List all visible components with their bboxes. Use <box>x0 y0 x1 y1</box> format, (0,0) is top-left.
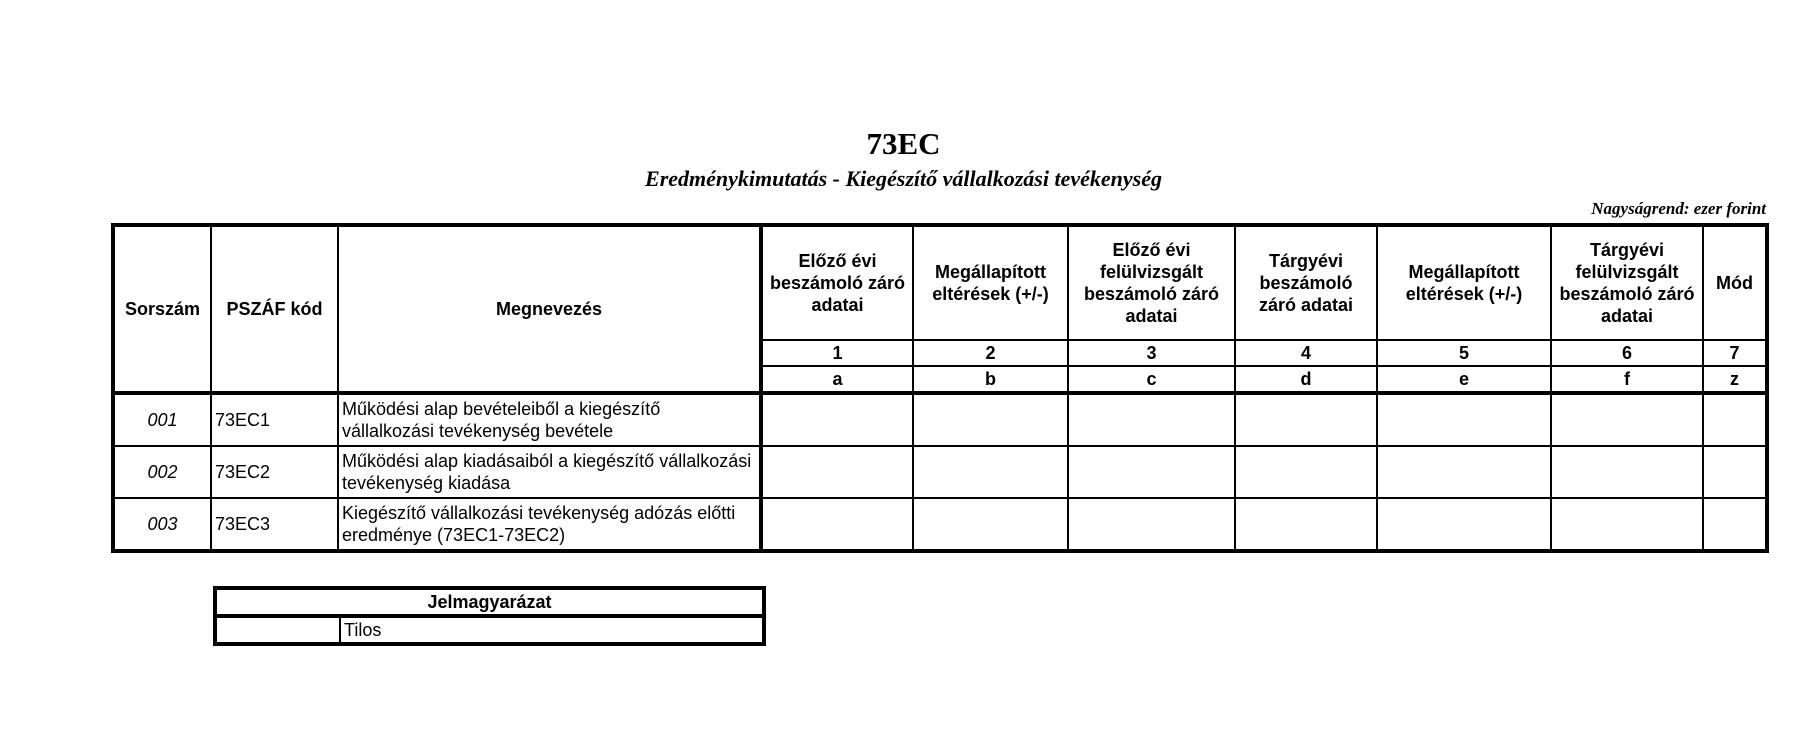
col-number: 3 <box>1068 340 1235 366</box>
legend-title: Jelmagyarázat <box>215 588 764 616</box>
col-letter: b <box>913 366 1068 393</box>
row-name: Működési alap kiadásaiból a kiegészítő vállalkozási tevékenység kiadása <box>338 446 761 498</box>
header-sorszam: Sorszám <box>113 225 211 393</box>
col-letter: c <box>1068 366 1235 393</box>
row-sorszam: 002 <box>113 446 211 498</box>
data-cell-a[interactable] <box>761 446 913 498</box>
col-letter: e <box>1377 366 1551 393</box>
data-cell-e[interactable] <box>1377 446 1551 498</box>
report-table <box>111 223 1769 553</box>
data-cell-d[interactable] <box>1235 498 1377 551</box>
row-pszaf-code: 73EC2 <box>211 446 338 498</box>
data-cell-e[interactable] <box>1377 393 1551 446</box>
unit-note: Nagyságrend: ezer forint <box>1591 199 1766 218</box>
header-col-7: Mód <box>1703 225 1767 340</box>
data-cell-c[interactable] <box>1068 498 1235 551</box>
col-number: 5 <box>1377 340 1551 366</box>
col-number: 1 <box>761 340 913 366</box>
data-cell-b[interactable] <box>913 498 1068 551</box>
data-cell-z[interactable] <box>1703 498 1767 551</box>
data-cell-c[interactable] <box>1068 446 1235 498</box>
header-col-4: Tárgyévi beszámoló záró adatai <box>1235 225 1377 340</box>
data-cell-e[interactable] <box>1377 498 1551 551</box>
legend-item-label: Tilos <box>340 616 764 644</box>
col-number: 4 <box>1235 340 1377 366</box>
col-number: 6 <box>1551 340 1703 366</box>
legend-table <box>213 586 766 646</box>
legend-swatch <box>215 616 340 644</box>
col-letter: f <box>1551 366 1703 393</box>
form-code-title: 73EC <box>866 126 941 161</box>
data-cell-d[interactable] <box>1235 446 1377 498</box>
data-cell-d[interactable] <box>1235 393 1377 446</box>
data-cell-f[interactable] <box>1551 393 1703 446</box>
col-number: 2 <box>913 340 1068 366</box>
data-cell-a[interactable] <box>761 393 913 446</box>
col-number: 7 <box>1703 340 1767 366</box>
row-name: Működési alap bevételeiből a kiegészítő vállalkozási tevékenység bevétele <box>338 393 761 446</box>
data-cell-f[interactable] <box>1551 498 1703 551</box>
data-cell-f[interactable] <box>1551 446 1703 498</box>
col-letter: z <box>1703 366 1767 393</box>
header-col-2: Megállapított eltérések (+/-) <box>913 225 1068 340</box>
table-row <box>113 393 1767 446</box>
form-subtitle: Eredménykimutatás - Kiegészítő vállalkozási tevékenység <box>645 166 1162 191</box>
data-cell-z[interactable] <box>1703 446 1767 498</box>
row-sorszam: 001 <box>113 393 211 446</box>
data-cell-b[interactable] <box>913 446 1068 498</box>
col-letter: a <box>761 366 913 393</box>
header-pszaf-kod: PSZÁF kód <box>211 225 338 393</box>
row-name: Kiegészítő vállalkozási tevékenység adózás előtti eredménye (73EC1-73EC2) <box>338 498 761 551</box>
row-pszaf-code: 73EC3 <box>211 498 338 551</box>
col-letter: d <box>1235 366 1377 393</box>
header-col-6: Tárgyévi felülvizsgált beszámoló záró adatai <box>1551 225 1703 340</box>
data-cell-z[interactable] <box>1703 393 1767 446</box>
table-row <box>113 498 1767 551</box>
row-pszaf-code: 73EC1 <box>211 393 338 446</box>
data-cell-b[interactable] <box>913 393 1068 446</box>
header-col-1: Előző évi beszámoló záró adatai <box>761 225 913 340</box>
row-sorszam: 003 <box>113 498 211 551</box>
table-row <box>113 446 1767 498</box>
header-megnevezes: Megnevezés <box>338 225 761 393</box>
data-cell-c[interactable] <box>1068 393 1235 446</box>
data-cell-a[interactable] <box>761 498 913 551</box>
header-col-3: Előző évi felülvizsgált beszámoló záró adatai <box>1068 225 1235 340</box>
header-col-5: Megállapított eltérések (+/-) <box>1377 225 1551 340</box>
